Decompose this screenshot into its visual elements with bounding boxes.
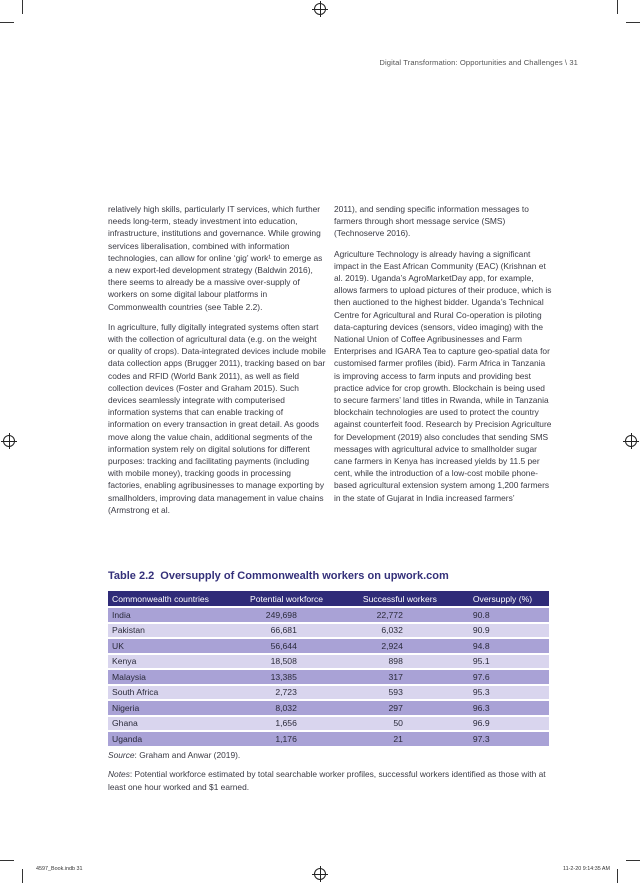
table-cell-successful: 22,772: [359, 608, 457, 622]
table-row: [108, 701, 549, 715]
table-cell-country: Pakistan: [108, 624, 246, 638]
table-cell-country: Kenya: [108, 655, 246, 669]
left-column: [108, 203, 326, 524]
table-cell-oversupply: 94.8: [457, 639, 549, 653]
table-cell-successful: 898: [359, 655, 457, 669]
print-slug-right: 11-2-20 9:14:35 AM: [563, 866, 610, 872]
table-notes: [108, 768, 553, 793]
table-cell-potential: 1,176: [246, 732, 359, 746]
table-cell-potential: 56,644: [246, 639, 359, 653]
column-header: Successful workers: [359, 591, 457, 606]
table-row: [108, 655, 549, 669]
print-slug-left: 4597_Book.indb 31: [36, 866, 83, 872]
table-cell-potential: 8,032: [246, 701, 359, 715]
registration-mark-icon: [314, 3, 326, 15]
table-cell-potential: 13,385: [246, 670, 359, 684]
crop-mark: [22, 869, 23, 883]
registration-mark-icon: [625, 435, 637, 447]
table-cell-potential: 18,508: [246, 655, 359, 669]
registration-mark-icon: [314, 868, 326, 880]
table-cell-country: India: [108, 608, 246, 622]
table-cell-successful: 2,924: [359, 639, 457, 653]
table-cell-country: UK: [108, 639, 246, 653]
table-cell-oversupply: 97.6: [457, 670, 549, 684]
registration-mark-icon: [3, 435, 15, 447]
table-cell-potential: 2,723: [246, 686, 359, 700]
table-row: [108, 732, 549, 746]
table-cell-country: South Africa: [108, 686, 246, 700]
table-row: [108, 608, 549, 622]
table-cell-country: Uganda: [108, 732, 246, 746]
table-cell-potential: 1,656: [246, 717, 359, 731]
body-paragraph: Agriculture Technology is already having a significant impact in the East African Community (EAC) (Krishnan et al. 2019). Uganda’s AgroMarketDay app, for example, allows farmers to upload pictures of their produce, which is then auctioned to the highest bidder. Uganda’s Technical Centre for Agricultural and Rural Co-operation is piloting data-capturing devices (sensors, video imaging) with the National Union of Coffee Agribusinesses and Farm Enterprises and IGARA Tea to capture geo-spatial data for customised farmer profiles (ibid). Farm Africa in Tanzania is improving access to farm inputs and providing best practice advice for crop growth. Blockchain is being used to secure farmers’ land titles in Rwanda, while in Tanzania blockchain technologies are used to protect the country against counterfeit food. Research by Precision Agriculture for Development (2019) also concludes that sending SMS messages with agricultural advice to smallholder sugar cane farmers in Kenya has increased yields by 11.5 per cent, while the introduction of a low-cost mobile phone-based agricultural extension system among 1,200 farmers in the state of Gujarat in India increased farmers’: [334, 248, 552, 503]
table-cell-successful: 21: [359, 732, 457, 746]
crop-mark: [0, 860, 14, 861]
table-cell-oversupply: 95.1: [457, 655, 549, 669]
notes-text: : Potential workforce estimated by total searchable worker profiles, successful workers identified as those with at least one hour worked and $1 earned.: [108, 769, 546, 792]
right-column: [334, 203, 552, 512]
table-row: [108, 686, 549, 700]
table-cell-country: Malaysia: [108, 670, 246, 684]
table-cell-successful: 593: [359, 686, 457, 700]
table-row: [108, 717, 549, 731]
crop-mark: [617, 869, 618, 883]
column-header: Commonwealth countries: [108, 591, 246, 606]
table-cell-oversupply: 97.3: [457, 732, 549, 746]
table-cell-potential: 249,698: [246, 608, 359, 622]
crop-mark: [617, 0, 618, 14]
table-cell-successful: 317: [359, 670, 457, 684]
body-paragraph: 2011), and sending specific information messages to farmers through short message service (SMS) (Technoserve 2016).: [334, 204, 529, 239]
table-cell-successful: 297: [359, 701, 457, 715]
crop-mark: [626, 22, 640, 23]
table-cell-oversupply: 90.9: [457, 624, 549, 638]
table-cell-oversupply: 96.3: [457, 701, 549, 715]
column-header: Oversupply (%): [457, 591, 549, 606]
oversupply-table: [108, 589, 549, 748]
table-cell-oversupply: 96.9: [457, 717, 549, 731]
table-cell-oversupply: 90.8: [457, 608, 549, 622]
table-cell-country: Ghana: [108, 717, 246, 731]
table-row: [108, 670, 549, 684]
table-cell-oversupply: 95.3: [457, 686, 549, 700]
body-paragraph: In agriculture, fully digitally integrated systems often start with the collection of agricultural data (e.g. on the weight or quality of crops). Data-integrated devices include mobile data collection apps (Brugger 2011), tracking based on bar codes and RFID (World Bank 2011), as well as field collection devices (Foster and Graham 2015). Such devices seamlessly integrate with computerised information systems that can enable tracking of information on every transaction in great detail. As goods move along the value chain, additional segments of the information system rely on digital solutions for different purposes: tracking and facilitating payments (including with mobile money), tracking goods in processing factories, enabling agribusinesses to manage exporting by smallholders, improving data management in value chains (Armstrong et al.: [108, 321, 326, 515]
notes-label: Notes: [108, 769, 130, 779]
table-cell-country: Nigeria: [108, 701, 246, 715]
table-title: [108, 570, 449, 582]
crop-mark: [626, 860, 640, 861]
table-number: Table 2.2: [108, 570, 155, 582]
table-row: [108, 624, 549, 638]
running-head: Digital Transformation: Opportunities and Challenges \ 31: [379, 58, 578, 67]
source-text: : Graham and Anwar (2019).: [134, 750, 241, 760]
source-label: Source: [108, 750, 135, 760]
table-row: [108, 639, 549, 653]
table-cell-potential: 66,681: [246, 624, 359, 638]
table-header-row: [108, 591, 549, 606]
column-header: Potential workforce: [246, 591, 359, 606]
crop-mark: [0, 22, 14, 23]
body-paragraph: relatively high skills, particularly IT services, which further needs long-term, steady investment into education, infrastructure, institutions and governance. While growing services liberalisation, combined with information technologies, can allow for online ‘gig’ work¹ to emerge as a new export-led development strategy (Baldwin 2016), there seems to already be a massive over-supply of workers on some digital labour platforms in Commonwealth countries (see Table 2.2).: [108, 204, 323, 312]
table-cell-successful: 50: [359, 717, 457, 731]
table-caption: Oversupply of Commonwealth workers on upwork.com: [160, 570, 449, 582]
table-cell-successful: 6,032: [359, 624, 457, 638]
crop-mark: [22, 0, 23, 14]
table-source: [108, 750, 240, 760]
